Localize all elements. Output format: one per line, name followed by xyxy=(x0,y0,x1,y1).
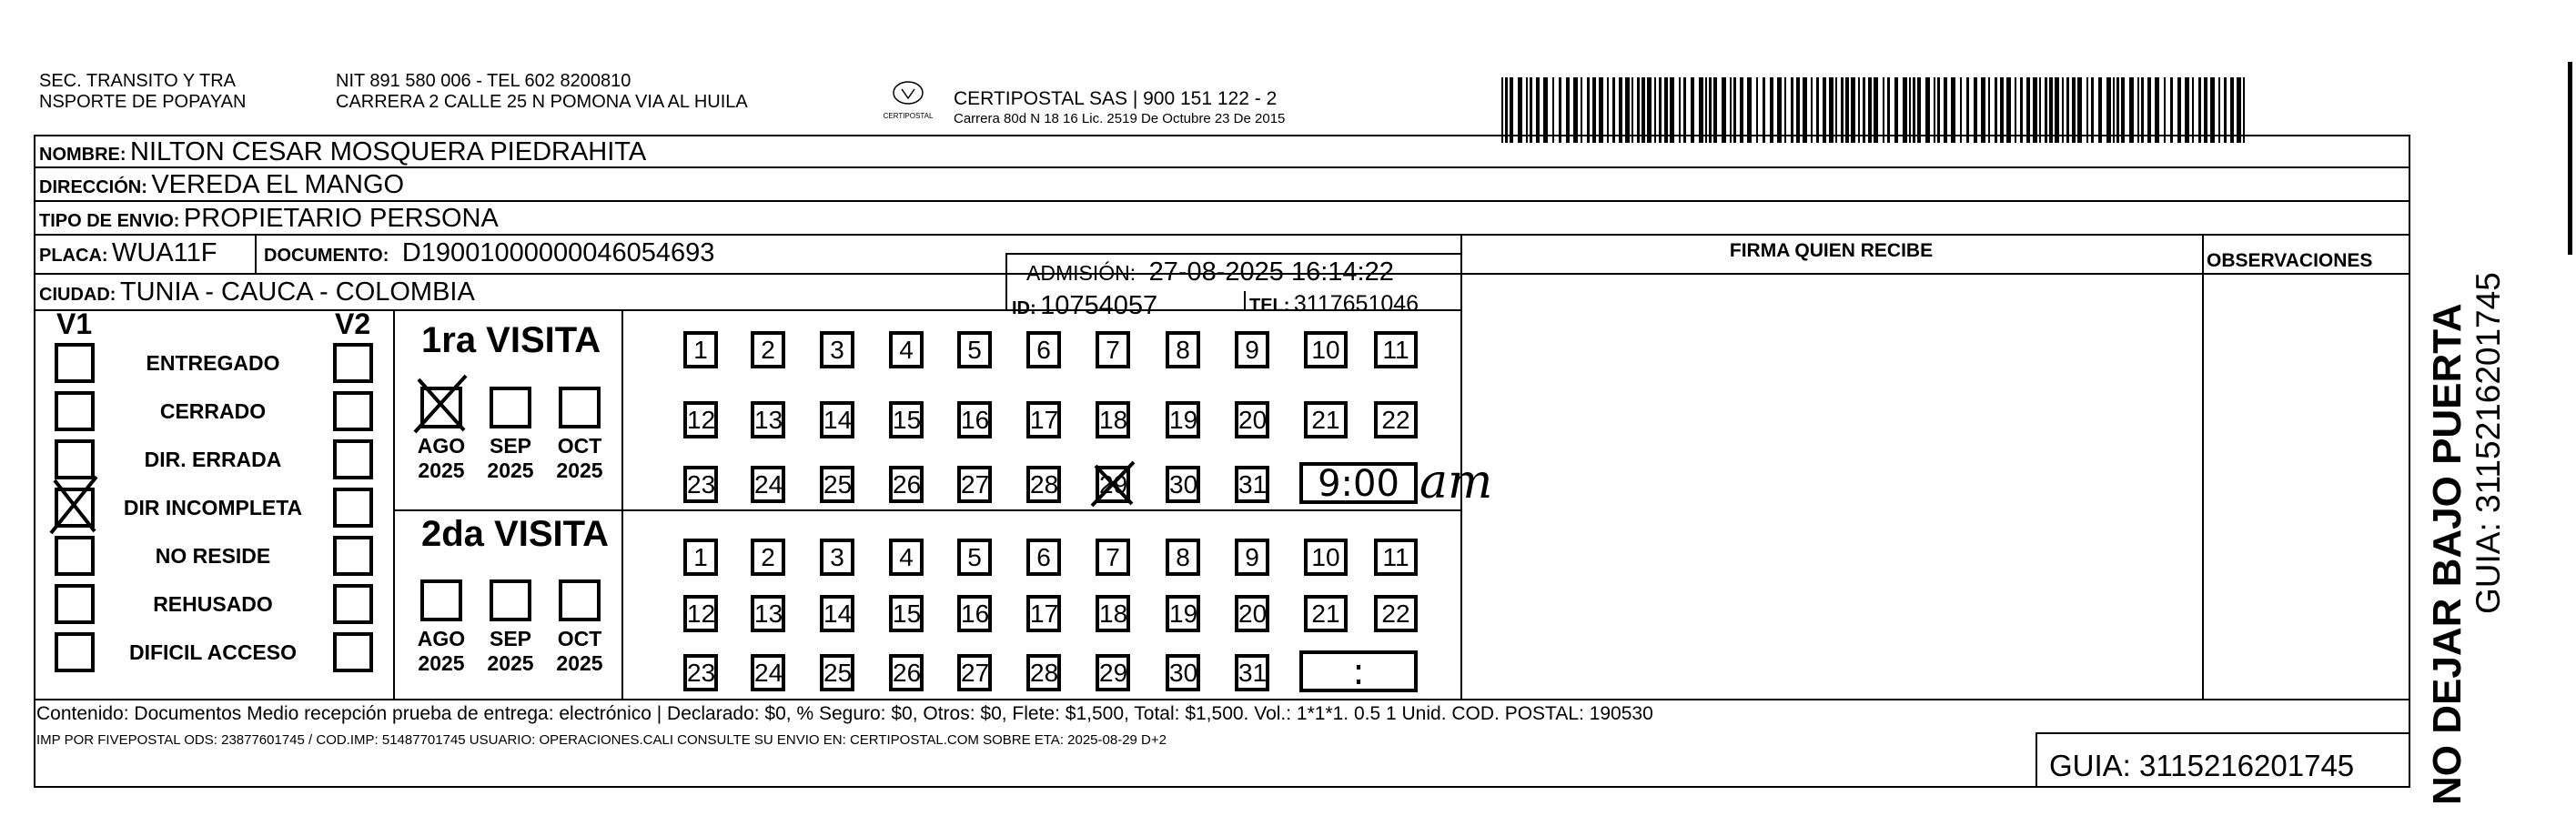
barcode-bar xyxy=(2164,77,2166,143)
barcode-bar xyxy=(1599,77,1603,143)
barcode-bar xyxy=(2026,77,2030,143)
barcode-bar xyxy=(2210,77,2215,143)
barcode-bar xyxy=(1530,77,1532,143)
barcode-bar xyxy=(2077,77,2082,143)
day-box[interactable]: 16 xyxy=(957,595,992,632)
tipo-row xyxy=(39,204,499,234)
no-dejar-warning: NO DEJAR BAJO PUERTA xyxy=(2425,303,2470,805)
direccion-label: DIRECCIÓN: xyxy=(39,177,147,197)
carrier-line-1: CERTIPOSTAL SAS | 900 151 122 - 2 xyxy=(954,88,1278,109)
barcode-bar xyxy=(1974,77,1977,143)
admision-value: 27-08-2025 16:14:22 xyxy=(1148,257,1394,287)
barcode-bar xyxy=(1883,77,1884,143)
day-box[interactable]: 24 xyxy=(751,654,785,691)
v2-checkbox[interactable] xyxy=(333,391,373,431)
barcode-bar xyxy=(1505,77,1508,143)
barcode-bar xyxy=(1510,77,1513,143)
barcode-bar xyxy=(1543,77,1548,143)
nombre-label: NOMBRE: xyxy=(39,145,126,165)
documento-value: D19001000000046054693 xyxy=(401,238,715,267)
barcode-bar xyxy=(1845,77,1849,143)
barcode-bar xyxy=(1566,77,1570,143)
admision-row xyxy=(1026,257,1394,287)
observaciones-label: OBSERVACIONES xyxy=(2207,250,2373,271)
barcode-bar xyxy=(1770,77,1773,143)
barcode-bar xyxy=(1612,77,1615,143)
barcode-bar xyxy=(1709,77,1712,143)
day-box[interactable]: 23 xyxy=(683,466,718,503)
nombre-row xyxy=(39,137,646,167)
barcode-bar xyxy=(1756,77,1758,143)
month-label: OCT xyxy=(557,434,602,458)
day-box[interactable]: 6 xyxy=(1026,539,1061,576)
logo-icon xyxy=(890,80,926,107)
barcode-bar xyxy=(1581,77,1582,143)
status-label: NO RESIDE xyxy=(155,544,271,568)
check-mark-icon xyxy=(51,477,96,533)
v1-checkbox[interactable] xyxy=(55,391,95,431)
day-box[interactable]: 26 xyxy=(889,466,924,503)
barcode-bar xyxy=(1777,77,1782,143)
day-box[interactable]: 21 xyxy=(1304,401,1348,438)
id-row xyxy=(1012,291,1157,321)
imp-text: IMP POR FIVEPOSTAL ODS: 23877601745 / COD.IMP: 51487701745 USUARIO: OPERACIONES.CALI CONSULTE SU ENVIO EN: CERTIPOSTAL.COM SOBRE ETA: 2025-08-29 D+2 xyxy=(36,732,1167,748)
month-checkbox[interactable] xyxy=(420,579,462,621)
barcode-bar xyxy=(1659,77,1662,143)
barcode-bar xyxy=(1740,77,1743,143)
v2-checkbox[interactable] xyxy=(333,343,373,383)
status-label: ENTREGADO xyxy=(146,351,280,375)
day-box[interactable]: 12 xyxy=(683,595,718,632)
barcode-bar xyxy=(2086,77,2088,143)
day-box[interactable]: 4 xyxy=(889,331,924,368)
day-box[interactable]: 14 xyxy=(820,595,854,632)
barcode-bar xyxy=(2121,77,2125,143)
barcode-bar xyxy=(2033,77,2037,143)
admision-label: ADMISIÓN: xyxy=(1026,261,1136,285)
barcode-bar xyxy=(1713,77,1717,143)
day-box[interactable]: 11 xyxy=(1374,331,1418,368)
barcode-bar xyxy=(2237,77,2241,143)
carrier-block xyxy=(954,87,1285,128)
barcode-bar xyxy=(1951,77,1955,143)
barcode-bar xyxy=(1691,77,1694,143)
barcode-bar xyxy=(1851,77,1855,143)
nit-line-1: NIT 891 580 006 - TEL 602 8200810 xyxy=(336,71,631,91)
barcode-bar xyxy=(1863,77,1865,143)
month-label: AGO xyxy=(417,627,466,650)
day-box[interactable]: 30 xyxy=(1166,466,1200,503)
barcode-bar xyxy=(1573,77,1578,143)
barcode-bar xyxy=(2177,77,2181,143)
day-box[interactable]: 21 xyxy=(1304,595,1348,632)
documento-row xyxy=(264,238,714,268)
barcode-bar xyxy=(1791,77,1793,143)
day-box[interactable]: 14 xyxy=(820,401,854,438)
barcode-bar xyxy=(2170,77,2173,143)
sender-block xyxy=(39,71,246,113)
barcode xyxy=(1501,77,2257,143)
day-box[interactable]: 9 xyxy=(1235,331,1269,368)
barcode-bar xyxy=(1625,77,1630,143)
day-box[interactable]: 12 xyxy=(683,401,718,438)
barcode-bar xyxy=(1937,77,1940,143)
day-box[interactable]: 9 xyxy=(1235,539,1269,576)
barcode-bar xyxy=(1796,77,1800,143)
day-box[interactable]: 29 xyxy=(1096,654,1130,691)
day-box[interactable]: 29 xyxy=(1096,466,1130,503)
tipo-value: PROPIETARIO PERSONA xyxy=(183,204,499,233)
month-year: 2025 xyxy=(487,458,534,482)
barcode-bar xyxy=(2198,77,2201,143)
day-box[interactable]: 5 xyxy=(957,539,992,576)
barcode-bar xyxy=(2137,77,2139,143)
check-mark-icon xyxy=(415,376,466,432)
day-box[interactable]: 18 xyxy=(1096,401,1130,438)
day-box[interactable]: 7 xyxy=(1096,331,1130,368)
month-label: SEP xyxy=(489,627,532,650)
footer-guia: GUIA: 3115216201745 xyxy=(2049,749,2355,782)
barcode-bar xyxy=(2091,77,2094,143)
barcode-bar xyxy=(1858,77,1860,143)
v2-checkbox[interactable] xyxy=(333,632,373,672)
tel-row xyxy=(1249,291,1419,317)
barcode-bar xyxy=(1642,77,1645,143)
ciudad-value: TUNIA - CAUCA - COLOMBIA xyxy=(119,277,475,307)
day-box[interactable]: 8 xyxy=(1166,539,1200,576)
v1-checkbox[interactable] xyxy=(55,343,95,383)
logo-text: CERTIPOSTAL xyxy=(883,112,934,120)
barcode-bar xyxy=(1981,77,1985,143)
id-label: ID: xyxy=(1012,298,1036,318)
day-box[interactable]: 2 xyxy=(751,539,785,576)
barcode-bar xyxy=(1988,77,1990,143)
v1-checkbox[interactable] xyxy=(55,632,95,672)
month-year: 2025 xyxy=(418,458,465,482)
day-box[interactable]: 5 xyxy=(957,331,992,368)
barcode-bar xyxy=(1803,77,1807,143)
barcode-bar xyxy=(2006,77,2011,143)
barcode-bar xyxy=(1637,77,1640,143)
day-box[interactable]: 22 xyxy=(1374,401,1418,438)
barcode-bar xyxy=(1966,77,1969,143)
barcode-bar xyxy=(2129,77,2134,143)
barcode-bar xyxy=(1501,77,1503,143)
carrier-line-2: Carrera 80d N 18 16 Lic. 2519 De Octubre 23 De 2015 xyxy=(954,111,1286,126)
day-box[interactable]: 6 xyxy=(1026,331,1061,368)
barcode-bar xyxy=(2192,77,2194,143)
time-box[interactable]: 9:00 xyxy=(1299,462,1418,504)
direccion-row xyxy=(39,170,404,200)
barcode-bar xyxy=(1559,77,1561,143)
day-box[interactable]: 19 xyxy=(1166,595,1200,632)
status-label: REHUSADO xyxy=(153,592,273,616)
time-suffix: am xyxy=(1419,455,1493,509)
barcode-bar xyxy=(2243,77,2245,143)
day-box[interactable]: 30 xyxy=(1166,654,1200,691)
day-box[interactable]: 26 xyxy=(889,654,924,691)
barcode-bar xyxy=(1784,77,1786,143)
day-box[interactable]: 25 xyxy=(820,654,854,691)
v2-checkbox[interactable] xyxy=(333,536,373,576)
v1-checkbox[interactable] xyxy=(55,439,95,479)
placa-label: PLACA: xyxy=(39,246,108,266)
placa-value: WUA11F xyxy=(112,238,217,267)
barcode-bar xyxy=(1960,77,1962,143)
day-box[interactable]: 18 xyxy=(1096,595,1130,632)
check-mark-icon xyxy=(1092,462,1134,506)
day-box[interactable]: 3 xyxy=(820,539,854,576)
day-box[interactable]: 25 xyxy=(820,466,854,503)
barcode-bar xyxy=(2000,77,2004,143)
contenido-text: Contenido: Documentos Medio recepción prueba de entrega: electrónico | Declarado: $0, % Seguro: $0, Otros: $0, Flete: $1,500, Total: $1,500. Vol.: 1*1*1. 0.5 1 Unid. COD. POSTAL: 190530 xyxy=(36,703,1653,724)
v2-checkbox[interactable] xyxy=(333,584,373,624)
day-box[interactable]: 24 xyxy=(751,466,785,503)
second-visit-label: 2da VISITA xyxy=(421,514,609,554)
barcode-bar xyxy=(1664,77,1668,143)
barcode-bar xyxy=(1747,77,1752,143)
side-guia: GUIA: 3115216201745 xyxy=(2470,272,2507,614)
barcode-bar xyxy=(2020,77,2023,143)
day-box[interactable]: 13 xyxy=(751,595,785,632)
ciudad-row xyxy=(39,277,475,307)
day-box[interactable]: 31 xyxy=(1235,654,1269,691)
month-checkbox[interactable] xyxy=(559,579,601,621)
barcode-bar xyxy=(1526,77,1528,143)
sender-line-2: NSPORTE DE POPAYAN xyxy=(39,92,247,112)
day-box[interactable]: 13 xyxy=(751,401,785,438)
month-year: 2025 xyxy=(487,651,534,675)
barcode-bar xyxy=(1607,77,1609,143)
barcode-bar xyxy=(1705,77,1707,143)
barcode-bar xyxy=(2218,77,2220,143)
month-year: 2025 xyxy=(556,458,603,482)
day-box[interactable]: 20 xyxy=(1235,595,1269,632)
sender-line-1: SEC. TRANSITO Y TRA xyxy=(39,71,236,91)
barcode-bar xyxy=(1730,77,1732,143)
first-visit-label: 1ra VISITA xyxy=(421,320,601,360)
day-box[interactable]: 10 xyxy=(1304,539,1348,576)
barcode-bar xyxy=(1944,77,1947,143)
barcode-bar xyxy=(1894,77,1898,143)
id-value: 10754057 xyxy=(1040,291,1158,320)
status-label: DIR INCOMPLETA xyxy=(123,496,303,519)
barcode-bar xyxy=(1841,77,1844,143)
barcode-bar xyxy=(2116,77,2119,143)
barcode-bar xyxy=(1654,77,1656,143)
barcode-bar xyxy=(2049,77,2053,143)
barcode-bar xyxy=(1925,77,1930,143)
barcode-bar xyxy=(2015,77,2016,143)
tel-label: TEL: xyxy=(1249,296,1290,316)
barcode-bar xyxy=(1699,77,1703,143)
right-edge-mark xyxy=(2568,62,2572,255)
barcode-bar xyxy=(1587,77,1590,143)
month-year: 2025 xyxy=(418,651,465,675)
barcode-bar xyxy=(1670,77,1674,143)
month-year: 2025 xyxy=(556,651,603,675)
barcode-bar xyxy=(1909,77,1911,143)
ciudad-label: CIUDAD: xyxy=(39,285,116,305)
placa-row xyxy=(39,238,217,268)
barcode-bar xyxy=(1763,77,1765,143)
barcode-bar xyxy=(1683,77,1686,143)
barcode-bar xyxy=(1733,77,1736,143)
barcode-bar xyxy=(1552,77,1554,143)
v2-checkbox[interactable] xyxy=(333,439,373,479)
month-checkbox[interactable] xyxy=(490,579,531,621)
barcode-bar xyxy=(1631,77,1633,143)
firma-label: FIRMA QUIEN RECIBE xyxy=(1729,240,1934,261)
day-box[interactable]: 15 xyxy=(889,595,924,632)
barcode-bar xyxy=(1816,77,1819,143)
barcode-bar xyxy=(2185,77,2189,143)
barcode-bar xyxy=(2147,77,2151,143)
barcode-bar xyxy=(1619,77,1622,143)
nit-block xyxy=(336,71,748,113)
day-box[interactable]: 17 xyxy=(1026,401,1061,438)
day-box[interactable]: 7 xyxy=(1096,539,1130,576)
month-label: SEP xyxy=(489,434,532,458)
day-box[interactable]: 1 xyxy=(683,539,718,576)
barcode-bar xyxy=(1903,77,1907,143)
day-box[interactable]: 1 xyxy=(683,331,718,368)
barcode-bar xyxy=(2224,77,2227,143)
status-label: DIR. ERRADA xyxy=(144,448,282,471)
barcode-bar xyxy=(2066,77,2069,143)
direccion-value: VEREDA EL MANGO xyxy=(151,170,405,199)
v1-checkbox[interactable] xyxy=(55,584,95,624)
side-text xyxy=(2425,272,2507,805)
barcode-bar xyxy=(1823,77,1826,143)
day-box[interactable]: 27 xyxy=(957,466,992,503)
barcode-bar xyxy=(1995,77,1997,143)
barcode-bar xyxy=(2141,77,2144,143)
barcode-bar xyxy=(2098,77,2102,143)
documento-label: DOCUMENTO: xyxy=(264,246,389,266)
month-label: AGO xyxy=(417,434,466,458)
barcode-bar xyxy=(2155,77,2159,143)
month-label: OCT xyxy=(557,627,602,650)
barcode-bar xyxy=(2204,77,2207,143)
nit-line-2: CARRERA 2 CALLE 25 N POMONA VIA AL HUILA xyxy=(336,92,748,112)
day-box[interactable]: 19 xyxy=(1166,401,1200,438)
barcode-bar xyxy=(2039,77,2041,143)
barcode-bar xyxy=(1536,77,1540,143)
day-box[interactable]: 23 xyxy=(683,654,718,691)
barcode-bar xyxy=(1868,77,1872,143)
v2-label: V2 xyxy=(335,307,371,340)
barcode-bar xyxy=(1811,77,1813,143)
day-box[interactable]: 20 xyxy=(1235,401,1269,438)
day-box[interactable]: 17 xyxy=(1026,595,1061,632)
day-box[interactable]: 22 xyxy=(1374,595,1418,632)
barcode-bar xyxy=(1647,77,1652,143)
barcode-bar xyxy=(2045,77,2047,143)
tipo-label: TIPO DE ENVIO: xyxy=(39,211,180,231)
status-label: CERRADO xyxy=(159,399,267,423)
month-checkbox[interactable] xyxy=(490,387,531,428)
barcode-bar xyxy=(1829,77,1834,143)
day-box[interactable]: 28 xyxy=(1026,654,1061,691)
day-box[interactable]: 10 xyxy=(1304,331,1348,368)
day-box[interactable]: 31 xyxy=(1235,466,1269,503)
day-box[interactable]: 4 xyxy=(889,539,924,576)
carrier-logo xyxy=(881,80,935,127)
day-box[interactable]: 16 xyxy=(957,401,992,438)
day-box[interactable]: 3 xyxy=(820,331,854,368)
barcode-bar xyxy=(1592,77,1596,143)
barcode-bar xyxy=(1835,77,1837,143)
day-box[interactable]: 8 xyxy=(1166,331,1200,368)
time-box[interactable]: : xyxy=(1299,650,1418,692)
status-label: DIFICIL ACCESO xyxy=(128,640,297,664)
tel-value: 3117651046 xyxy=(1293,291,1419,317)
barcode-bar xyxy=(1887,77,1890,143)
barcode-bar xyxy=(2055,77,2059,143)
barcode-bar xyxy=(1934,77,1935,143)
day-box[interactable]: 28 xyxy=(1026,466,1061,503)
day-box[interactable]: 11 xyxy=(1374,539,1418,576)
barcode-bar xyxy=(1874,77,1878,143)
barcode-bar xyxy=(1679,77,1681,143)
day-box[interactable]: 27 xyxy=(957,654,992,691)
barcode-bar xyxy=(2230,77,2234,143)
day-box[interactable]: 2 xyxy=(751,331,785,368)
barcode-bar xyxy=(1518,77,1522,143)
barcode-bar xyxy=(1917,77,1921,143)
v2-checkbox[interactable] xyxy=(333,488,373,528)
v1-label: V1 xyxy=(56,307,93,340)
barcode-bar xyxy=(1913,77,1915,143)
barcode-bar xyxy=(2062,77,2064,143)
nombre-value: NILTON CESAR MOSQUERA PIEDRAHITA xyxy=(130,137,647,166)
day-box[interactable]: 15 xyxy=(889,401,924,438)
barcode-bar xyxy=(1722,77,1726,143)
barcode-bar xyxy=(2072,77,2076,143)
v1-checkbox[interactable] xyxy=(55,536,95,576)
month-checkbox[interactable] xyxy=(559,387,601,428)
barcode-bar xyxy=(2113,77,2115,143)
barcode-bar xyxy=(2106,77,2111,143)
